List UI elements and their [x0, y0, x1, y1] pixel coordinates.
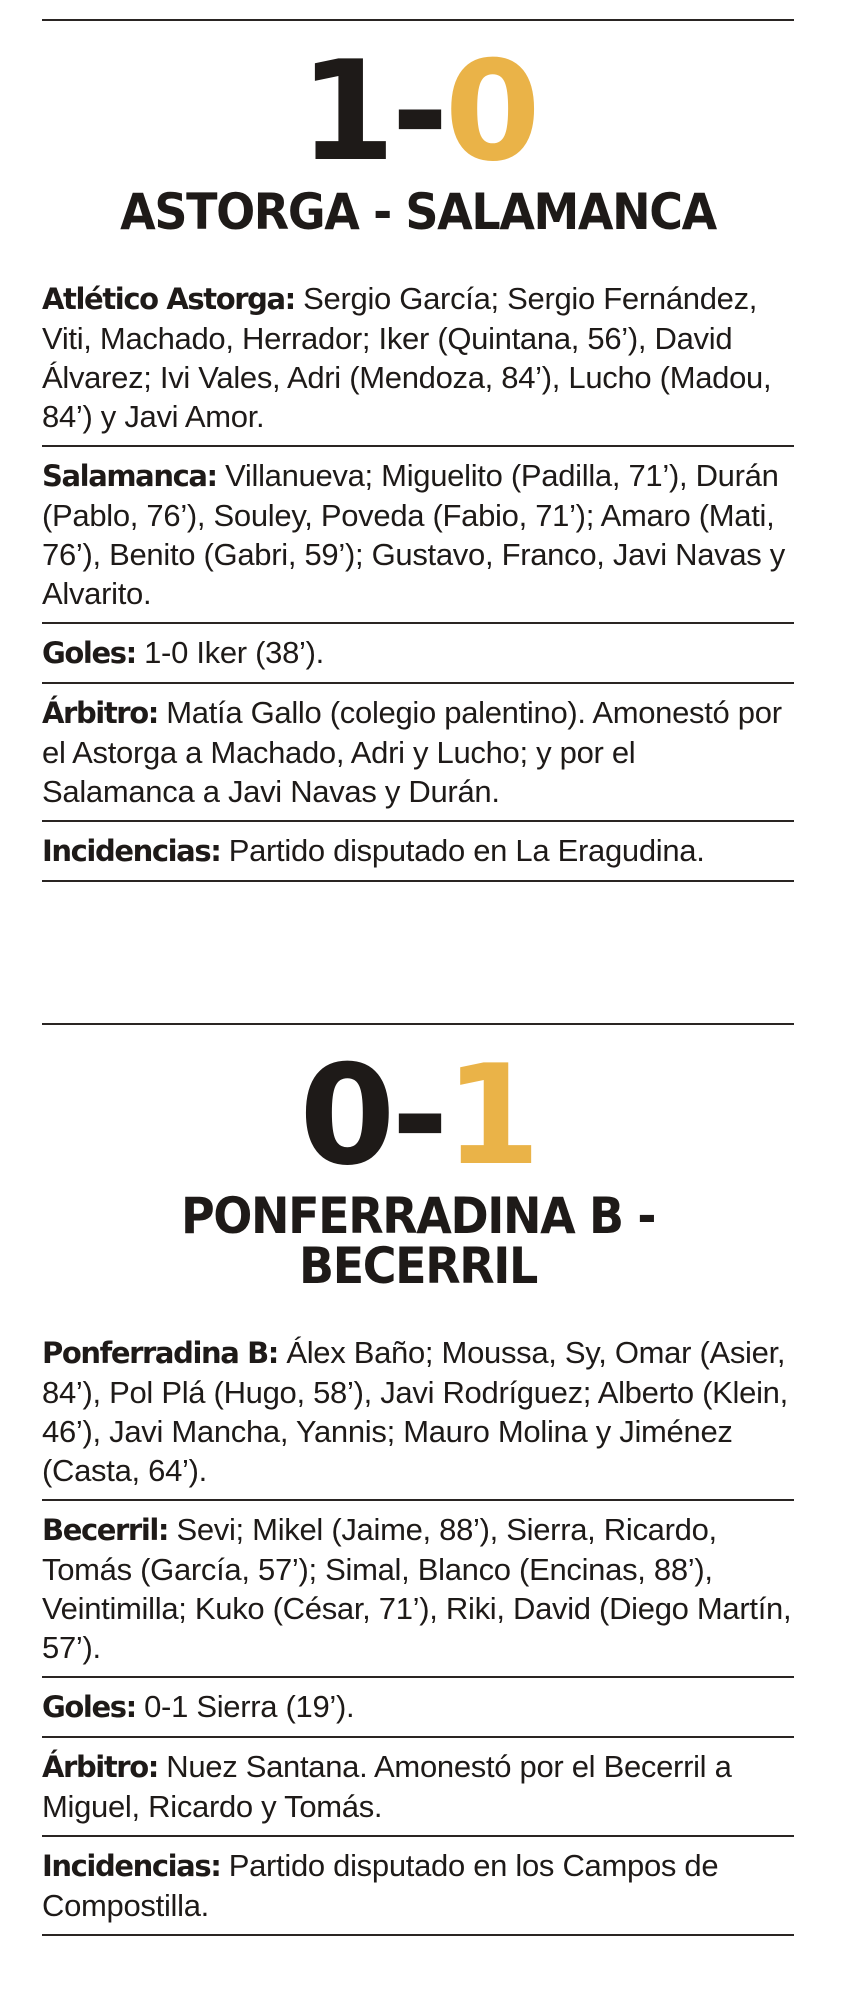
section-text: Partido disputado en La Eragudina.: [220, 833, 705, 868]
home-score: 0: [299, 1035, 392, 1196]
section-text: Nuez Santana. Amonestó por el Becerril a Miguel, Ricardo y Tomás.: [42, 1749, 732, 1824]
section-text: Sevi; Mikel (Jaime, 88’), Sierra, Ricardo, Tomás (García, 57’); Simal, Blanco (Encinas, 88’), Veintimilla; Kuko (César, 71’), Riki, David (Diego Martín, 57’).: [42, 1512, 792, 1665]
teams-heading: PONFERRADINA B - BECERRIL: [180, 1187, 656, 1295]
away-score: 0: [444, 31, 537, 192]
goals: [42, 624, 794, 684]
referee: [42, 1738, 794, 1837]
section-text: Matía Gallo (colegio palentino). Amonestó por el Astorga a Machado, Adri y Lucho; y por el Salamanca a Javi Navas y Durán.: [42, 695, 782, 809]
top-rule: [42, 1023, 794, 1025]
section-text: Partido disputado en los Campos de Compostilla.: [42, 1848, 719, 1923]
lineup-away: [42, 447, 794, 624]
section-text: Sergio García; Sergio Fernández, Viti, Machado, Herrador; Iker (Quintana, 56’), David Álvarez; Ivi Vales, Adri (Mendoza, 84’), Lucho (Madou, 84’) y Javi Amor.: [42, 281, 772, 434]
section-text: Álex Baño; Moussa, Sy, Omar (Asier, 84’), Pol Plá (Hugo, 58’), Javi Rodríguez; Alberto (Klein, 46’), Javi Mancha, Yannis; Mauro Molina y Jiménez (Casta, 64’).: [42, 1335, 788, 1488]
top-rule: [42, 19, 794, 21]
scoreline: [42, 31, 794, 192]
teams-heading: ASTORGA - SALAMANCA: [120, 183, 716, 241]
score-dash: -: [391, 31, 445, 192]
section-label: Incidencias:: [42, 1849, 221, 1883]
score-dash: -: [391, 1035, 445, 1196]
section-label: Atlético Astorga:: [42, 282, 295, 316]
section-label: Árbitro:: [42, 1750, 158, 1784]
section-label: Goles:: [42, 636, 136, 670]
section-text: 1-0 Iker (38’).: [135, 635, 324, 670]
incidents: [42, 822, 794, 882]
lineup-away: [42, 1501, 794, 1678]
home-score: 1: [299, 31, 392, 192]
match-report-astorga-salamanca: [42, 19, 794, 882]
lineup-home: [42, 279, 794, 447]
section-text: 0-1 Sierra (19’).: [135, 1689, 355, 1724]
lineup-home: [42, 1333, 794, 1501]
section-label: Salamanca:: [42, 459, 217, 493]
section-label: Ponferradina B:: [42, 1336, 278, 1370]
section-text: Villanueva; Miguelito (Padilla, 71’), Durán (Pablo, 76’), Souley, Poveda (Fabio, 71’); Amaro (Mati, 76’), Benito (Gabri, 59’); Gustavo, Franco, Javi Navas y Alvarito.: [42, 458, 786, 611]
incidents: [42, 1837, 794, 1936]
section-label: Árbitro:: [42, 696, 158, 730]
section-label: Goles:: [42, 1690, 136, 1724]
match-report-ponferradina-becerril: [42, 1023, 794, 1936]
referee: [42, 684, 794, 822]
away-score: 1: [444, 1035, 537, 1196]
scoreline: [42, 1035, 794, 1196]
goals: [42, 1678, 794, 1738]
section-label: Becerril:: [42, 1513, 169, 1547]
section-label: Incidencias:: [42, 834, 221, 868]
